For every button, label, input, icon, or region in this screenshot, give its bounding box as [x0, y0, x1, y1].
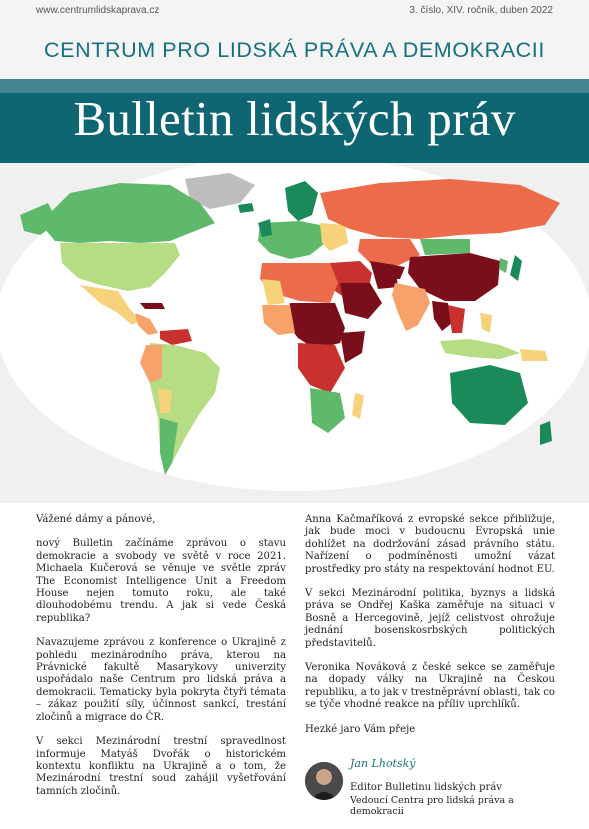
bolivia	[158, 388, 172, 413]
letter-column-2	[305, 514, 555, 748]
world-map	[0, 163, 589, 503]
paragraph: Anna Kačmaříková z evropské sekce přibližuje, jak bude moci v budoucnu Evropská unie dohlížet na dodržování zásad právního státu. Nařízení o podmíněnosti umožní vázat prostředky pro státy na respektování hodnot EU.	[305, 514, 555, 575]
letter-column-1	[36, 514, 286, 810]
issue-info: 3. číslo, XIV. ročník, duben 2022	[409, 5, 553, 16]
paragraph: nový Bulletin začínáme zprávou o stavu demokracie a svobody ve světě v roce 2021. Michaela Kučerová se věnuje ve světle zpráv The Economist Intelligence Unit a Freedom House nejen tomuto roku, ale také dlouhodobému trendu. A jak si vede Česká republika?	[36, 538, 286, 624]
bulletin-title: Bulletin lidských práv	[73, 91, 516, 146]
signature-role-editor: Editor Bulletinu lidských práv	[350, 782, 502, 793]
new-zealand	[540, 421, 552, 445]
site-url[interactable]: www.centrumlidskaprava.cz	[36, 5, 160, 16]
signature-name: Jan Lhotský	[350, 757, 416, 770]
mongolia	[420, 239, 470, 255]
closing: Hezké jaro Vám přeje	[305, 723, 416, 735]
avatar	[305, 762, 343, 800]
signature-block	[305, 757, 565, 817]
paragraph: Navazujeme zprávou z konference o Ukrajině z pohledu mezinárodního práva, kterou na Právnické fakultě Masarykovy univerzity uspořádalo naše Centrum pro lidská práva a demokracii. Tematicky byla pokryta čtyři témata – zákaz použití síly, účinnost sankcí, trestání zločinů a migrace do ČR.	[36, 637, 286, 723]
world-map-frame	[0, 163, 589, 503]
person-icon	[305, 762, 343, 800]
signature-role-head: Vedoucí Centra pro lidská práva a demokracii	[350, 795, 514, 817]
greeting: Vážené dámy a pánové,	[36, 514, 156, 525]
paragraph: Veronika Nováková z české sekce se zaměřuje na dopady války na Ukrajině na Českou republiku, a to jak v trestněprávní oblasti, tak co se týče vhodné reakce na příliv uprchlíků.	[305, 662, 555, 711]
paragraph: V sekci Mezinárodní trestní spravedlnost informuje Matyáš Dvořák o historickém kontextu konfliktu na Ukrajině a o tom, že Mezinárodní trestní soud zahájil vyšetřování tamních zločinů.	[36, 736, 286, 797]
organization-name: CENTRUM PRO LIDSKÁ PRÁVA A DEMOKRACII	[44, 38, 545, 62]
paragraph: V sekci Mezinárodní politika, byznys a lidská práva se Ondřej Kaška zaměřuje na situaci v Bosně a Hercegovině, jejíž celistvost ohrožuje jednání bosenskosrbských politických představitelů.	[305, 588, 555, 649]
